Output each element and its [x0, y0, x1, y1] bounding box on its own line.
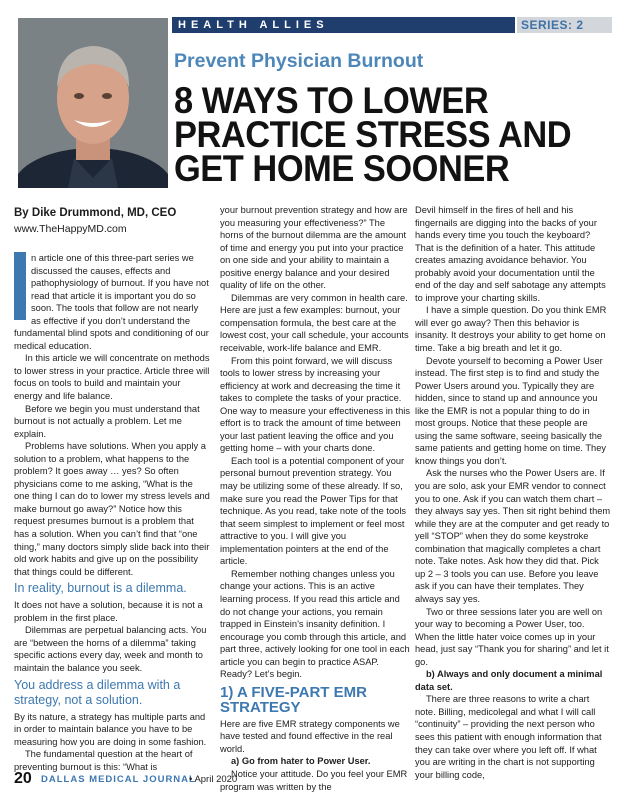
drop-cap — [14, 252, 26, 320]
paragraph: Two or three sessions later you are well on your way to becoming a Power User, too. When the little hater voice comes up in your head, just say “Thank you for sharing” and let it go. — [415, 606, 609, 667]
article-column-3 — [415, 204, 611, 781]
strategy-heading: 1) A FIVE-PART EMR STRATEGY — [220, 683, 367, 716]
page-footer — [14, 770, 614, 790]
issue-date: • April 2020 — [189, 774, 238, 785]
paragraph: I have a simple question. Do you think EMR will ever go away? Then this behavior is insanity. It destroys your ability to get home on time. Take a big breath and let it go. — [415, 305, 607, 354]
paragraph: From this point forward, we will discuss tools to lower stress by increasing your efficiency at work and decreasing the time it takes to complete the tasks of your practice. One way to measure your effectiveness in this effort is to track the amount of time between your last patient leaving the office and you getting home – with your charts done. — [220, 355, 410, 454]
headline-line: PRACTICE STRESS AND — [174, 114, 572, 155]
paragraph: It does not have a solution, because it is not a problem in the first place. — [14, 600, 203, 623]
section-label: HEALTH ALLIES — [172, 17, 515, 33]
author-byline: By Dike Drummond, MD, CEO — [14, 207, 177, 219]
paragraph: In this article we will concentrate on methods to lower stress in your practice. Article three will focus on tools to build and maintain your energy and life balance. — [14, 353, 210, 402]
paragraph: n article one of this three-part series we discussed the causes, effects and pathophysiology of burnout. If you have not read that article it is important you do so soon. The tools that follow are not nearly as effective if you don’t understand the fundamental blind spots and conditioning of our medical education. — [14, 253, 209, 351]
author-website: www.TheHappyMD.com — [14, 223, 127, 235]
paragraph: By its nature, a strategy has multiple parts and in order to maintain balance you have to be measuring how you are doing in some fashion. — [14, 711, 207, 747]
paragraph: your burnout prevention strategy and how are you measuring your effectiveness?” The horns of the burnout dilemma are the amount of time and energy you put into your practice on one side and your ability to maintain a positive energy balance and your desired quality of life on the other. — [220, 205, 408, 291]
paragraph: Devil himself in the fires of hell and his fingernails are digging into the backs of your hands every time you touch the keyboard? That is the definition of a hater. This attitude creates amazing avoidance behavior. You probably avoid your documentation until the end of the day and self sabotage any attempts to improve your charting skills. — [415, 205, 606, 303]
series-label: SERIES: 2 — [517, 17, 612, 33]
subsection-heading: a) Go from hater to Power User. — [231, 756, 371, 767]
article-subtitle: Prevent Physician Burnout — [174, 50, 424, 72]
subsection-heading: b) Always and only document a minimal data set. — [415, 669, 603, 692]
paragraph: Each tool is a potential component of your personal burnout prevention strategy. You may be utilizing some of these already. If so, make sure you read the Power Tips for that technique. As you read, take note of the tools that seem simplest to implement or feel most attractive to you. I will give you implementation pointers at the end of the article. — [220, 455, 407, 567]
paragraph: Here are five EMR strategy components we have tested and found effective in the real world. — [220, 718, 400, 754]
paragraph: Devote yourself to becoming a Power User instead. The first step is to find and study the Power Users around you. Typically they are hidden, since to stand up and announce you like the EMR is not a popular thing to do in most groups. Notice that these people are using the same software, seeing basically the same patients and getting home on time. They know things you don’t. — [415, 355, 607, 466]
paragraph: The fundamental question at the heart of preventing burnout is this: “What is — [14, 749, 193, 772]
page-number: 20 — [14, 770, 32, 787]
paragraph: Ask the nurses who the Power Users are. If you are solo, ask your EMR vendor to connect you to one. Ask if you can watch them chart – they always say yes. Then sit right behind them while they are at the computer and get ready to yell “STOP” when they do some keystroke combination that magically completes a chart note. Take notes. Ask how they did that. Pick up 2 – 3 tools you can use. Before you leave ask if you can have their templates. They always say yes. — [415, 468, 611, 604]
section-header-bar — [172, 17, 612, 33]
article-headline — [174, 80, 583, 189]
paragraph: Dilemmas are very common in health care. Here are just a few examples: burnout, your compensation formula, the best care at the lowest cost, your call schedule, your accounts receivable, work-life balance and EMR. — [220, 292, 409, 354]
paragraph: Problems have solutions. When you apply a solution to a problem, what happens to the problem? It goes away … yes? So often physicians come to me asking, “What is the one thing I can do to lower my stress levels and make burnout go away?” Notice how this request presumes burnout is a problem that has a solution. When you can’t find that “one thing,” many doctors simply slide back into their old work habits and give up on the possibility that things could be different. — [14, 441, 210, 577]
paragraph: Remember nothing changes unless you change your actions. This is an active learning process. If you read this article and do not change your actions, you remain trapped in Einstein’s insanity definition. I encourage you comb through this article, and part three, actively looking for one tool in each article you can begin to practice ASAP. Ready? Let’s begin. — [220, 568, 410, 680]
article-column-2 — [220, 204, 410, 793]
journal-name: DALLAS MEDICAL JOURNAL — [41, 774, 196, 785]
paragraph: Before we begin you must understand that burnout is not actually a problem. Let me explain. — [14, 403, 200, 439]
paragraph: Notice your attitude. Do you feel your EMR program was written by the — [220, 768, 408, 792]
headline-line: GET HOME SOONER — [174, 148, 510, 189]
section-heading: In reality, burnout is a dilemma. — [14, 581, 187, 596]
paragraph: There are three reasons to write a chart note. Billing, medicolegal and what I will call “continuity” – providing the next person who sees this patient with enough information that they can take over where you left off. If what you are writing in the chart is not supporting your billing code, — [415, 694, 602, 780]
author-photo — [18, 18, 168, 188]
paragraph: Dilemmas are perpetual balancing acts. You are “between the horns of a dilemma” taking specific actions every day, week and month to maintain the balance you seek. — [14, 625, 207, 673]
article-column-1 — [14, 252, 210, 773]
headline-line: 8 WAYS TO LOWER — [174, 80, 489, 121]
section-heading: You address a dilemma with a strategy, not a solution. — [14, 677, 181, 707]
